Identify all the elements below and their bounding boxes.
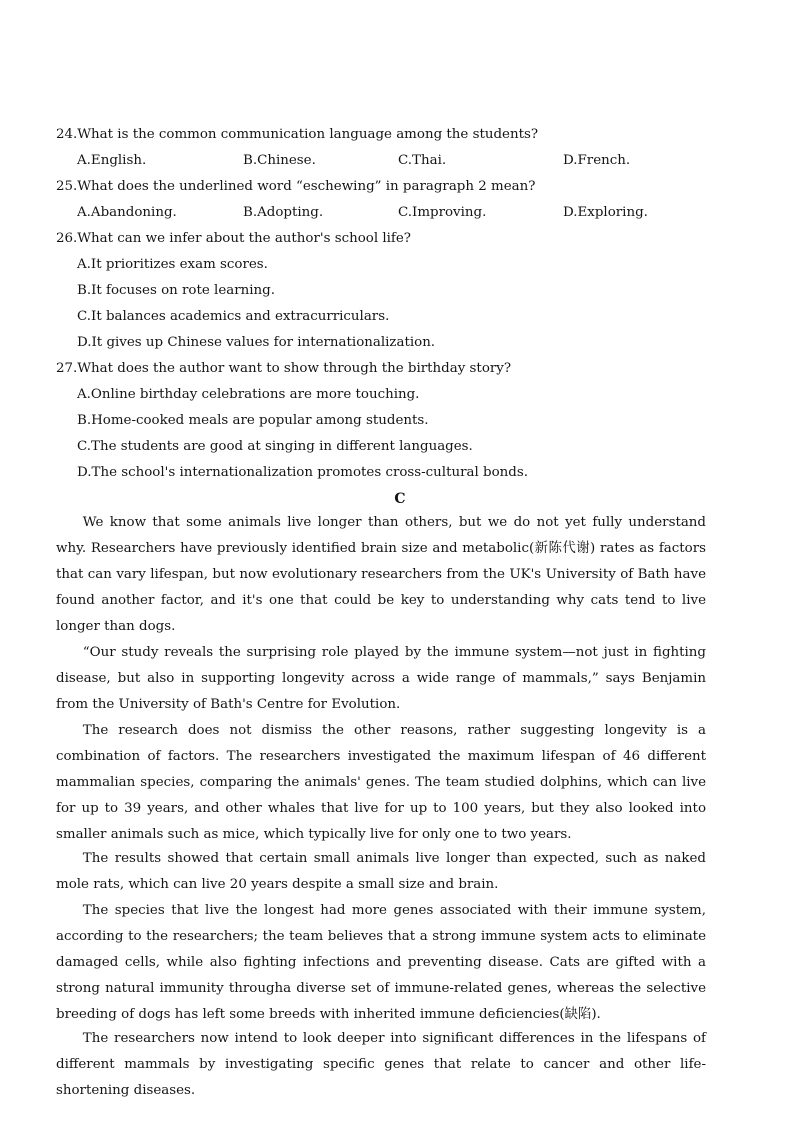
option-27-d: D.The school's internationalization promotes cross-cultural bonds. (77, 465, 528, 480)
question-27-stem: 27.What does the author want to show through the birthday story? (56, 361, 512, 376)
option-25-c: C.Improving. (398, 205, 487, 220)
option-26-a: A.It prioritizes exam scores. (77, 257, 268, 272)
option-24-b: B.Chinese. (243, 153, 316, 168)
passage-paragraph-6: The researchers now intend to look deeper into significant differences in the lifespans of different mammals by investigating specific genes that relate to cancer and other life-shortening diseases. (56, 1031, 706, 1098)
question-24-stem: 24.What is the common communication language among the students? (56, 127, 539, 142)
question-25-stem: 25.What does the underlined word “eschewing” in paragraph 2 mean? (56, 179, 536, 194)
passage-paragraph-2: “Our study reveals the surprising role played by the immune system—not just in fighting disease, but also in supporting longevity across a wide range of mammals,” says Benjamin from the University of Bath's Centre for Evolution. (56, 645, 706, 712)
option-27-a: A.Online birthday celebrations are more touching. (77, 387, 420, 402)
option-24-d: D.French. (563, 153, 631, 168)
passage-paragraph-5: The species that live the longest had more genes associated with their immune system, according to the researchers; the team believes that a strong immune system acts to eliminate damaged cells, while also fighting infections and preventing disease. Cats are gifted with a strong natural immunity througha diverse set of immune-related genes, whereas the selective breeding of dogs has left some breeds with inherited immune deficiencies(缺陷). (56, 903, 706, 1022)
passage-title: C (394, 491, 406, 507)
option-26-b: B.It focuses on rote learning. (77, 283, 276, 298)
passage-paragraph-1: We know that some animals live longer than others, but we do not yet fully understand why. Researchers have previously identified brain size and metabolic(新陈代谢) rates as factors that can vary lifespan, but now evolutionary researchers from the UK's University of Bath have found another factor, and it's one that could be key to understanding why cats tend to live longer than dogs. (56, 515, 706, 634)
option-27-c: C.The students are good at singing in different languages. (77, 439, 473, 454)
option-24-c: C.Thai. (398, 153, 447, 168)
passage-paragraph-3: The research does not dismiss the other reasons, rather suggesting longevity is a combination of factors. The researchers investigated the maximum lifespan of 46 different mammalian species, comparing the animals' genes. The team studied dolphins, which can live for up to 39 years, and other whales that live for up to 100 years, but they also looked into smaller animals such as mice, which typically live for only one to two years. (56, 723, 706, 842)
question-26-stem: 26.What can we infer about the author's school life? (56, 231, 411, 246)
option-26-d: D.It gives up Chinese values for internationalization. (77, 335, 436, 350)
option-25-d: D.Exploring. (563, 205, 648, 220)
option-24-a: A.English. (77, 153, 147, 168)
passage-paragraph-4: The results showed that certain small animals live longer than expected, such as naked mole rats, which can live 20 years despite a small size and brain. (56, 851, 706, 892)
option-25-b: B.Adopting. (243, 205, 324, 220)
option-25-a: A.Abandoning. (77, 205, 177, 220)
option-27-b: B.Home-cooked meals are popular among students. (77, 413, 429, 428)
option-26-c: C.It balances academics and extracurriculars. (77, 309, 390, 324)
